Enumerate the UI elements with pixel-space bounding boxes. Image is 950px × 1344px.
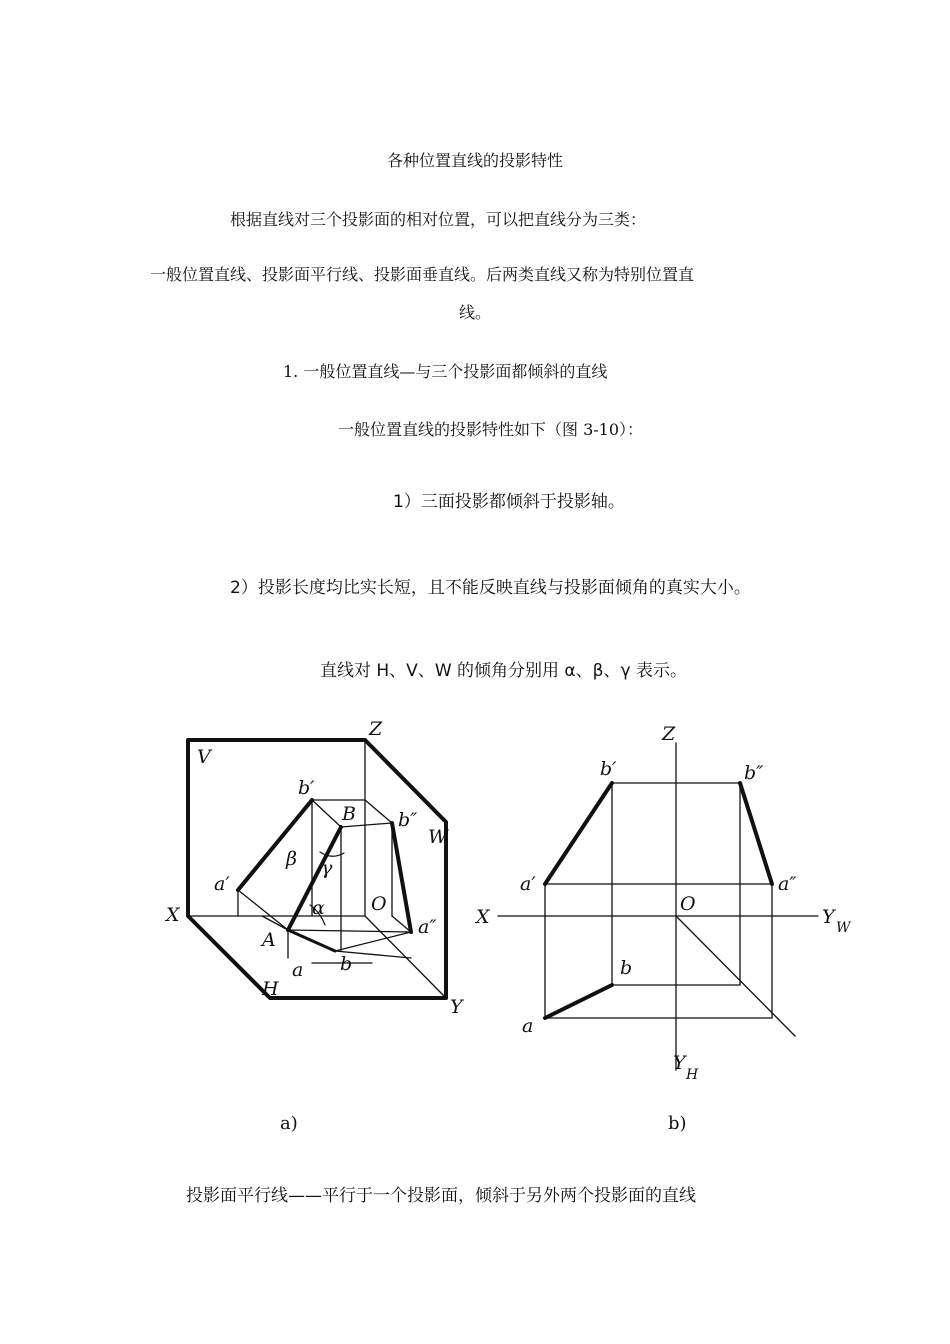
label-h-plane: H bbox=[262, 978, 279, 1000]
angles-note: 直线对 H、V、W 的倾角分别用 α、β、γ 表示。 bbox=[320, 661, 687, 681]
label-z-axis-a: Z bbox=[369, 718, 383, 740]
label-a-prime-a: a′ bbox=[214, 873, 230, 895]
label-b-dprime-b: b″ bbox=[744, 762, 764, 784]
proj-top-b-dprime bbox=[365, 800, 392, 823]
label-point-B: B bbox=[342, 803, 356, 825]
label-b-prime-a: b′ bbox=[298, 777, 315, 799]
label-origin-a: O bbox=[371, 893, 387, 915]
label-a-dprime-a: a″ bbox=[418, 916, 437, 938]
line-ab-h-a bbox=[288, 930, 335, 951]
label-b-b: b bbox=[620, 957, 633, 979]
figure-b-labels bbox=[474, 723, 852, 1083]
proj-A-a-dprime bbox=[288, 930, 411, 932]
label-w-plane: W bbox=[428, 826, 448, 848]
label-a-h: a bbox=[292, 959, 304, 981]
categories-paragraph: 一般位置直线、投影面平行线、投影面垂直线。后两类直线又称为特别位置直 bbox=[150, 265, 695, 284]
label-yw-axis: Y bbox=[822, 906, 835, 928]
figure-a-labels bbox=[164, 718, 465, 1018]
categories-paragraph-wrap: 线。 bbox=[458, 303, 491, 322]
label-yh-axis: Y bbox=[673, 1052, 686, 1074]
label-beta: β bbox=[286, 848, 297, 870]
label-a-dprime-b: a″ bbox=[778, 873, 797, 895]
line-ab-prime-b bbox=[545, 783, 612, 884]
property-2: 2）投影长度均比实长短，且不能反映直线与投影面倾角的真实大小。 bbox=[230, 578, 751, 598]
figure-b-orthographic bbox=[498, 743, 818, 1070]
proj-a-prime-A bbox=[238, 890, 288, 930]
proj-a-b-h bbox=[262, 916, 288, 930]
label-a-prime-b: a′ bbox=[520, 873, 536, 895]
label-v-plane: V bbox=[197, 746, 211, 768]
label-b-dprime-a: b″ bbox=[398, 809, 418, 831]
label-yw-sub: W bbox=[836, 920, 851, 936]
section1-heading: 1. 一般位置直线—与三个投影面都倾斜的直线 bbox=[283, 362, 608, 381]
label-a-b: a bbox=[522, 1015, 534, 1037]
label-gamma: γ bbox=[321, 857, 333, 879]
section2-heading: 投影面平行线——平行于一个投影面，倾斜于另外两个投影面的直线 bbox=[186, 1186, 696, 1206]
figure-a-pictorial bbox=[188, 740, 446, 998]
figure-caption-b: b) bbox=[668, 1113, 687, 1134]
line-ab-h-b bbox=[545, 985, 612, 1018]
label-b-prime-b: b′ bbox=[600, 758, 617, 780]
line-ab-dprime-b bbox=[740, 783, 772, 884]
intro-paragraph: 根据直线对三个投影面的相对位置，可以把直线分为三类： bbox=[230, 210, 647, 229]
label-b-h: b bbox=[340, 953, 353, 975]
properties-intro: 一般位置直线的投影特性如下（图 3-10）： bbox=[338, 420, 644, 439]
label-yh-sub: H bbox=[686, 1067, 699, 1083]
label-point-A: A bbox=[262, 929, 276, 951]
label-alpha: α bbox=[312, 897, 325, 919]
line-ab-prime-a bbox=[238, 800, 312, 890]
proj-b-h-right bbox=[335, 932, 411, 951]
label-y-axis-a: Y bbox=[450, 996, 463, 1018]
line-ab-dprime-a bbox=[392, 823, 411, 932]
figure-caption-a: a) bbox=[280, 1113, 298, 1134]
proj-b-prime-B bbox=[312, 800, 341, 827]
label-x-axis-a: X bbox=[166, 904, 180, 926]
label-x-axis-b: X bbox=[476, 906, 490, 928]
label-origin-b: O bbox=[680, 893, 696, 915]
label-z-axis-b: Z bbox=[662, 723, 676, 745]
property-1: 1）三面投影都倾斜于投影轴。 bbox=[393, 492, 625, 512]
page-title: 各种位置直线的投影特性 bbox=[386, 151, 563, 170]
